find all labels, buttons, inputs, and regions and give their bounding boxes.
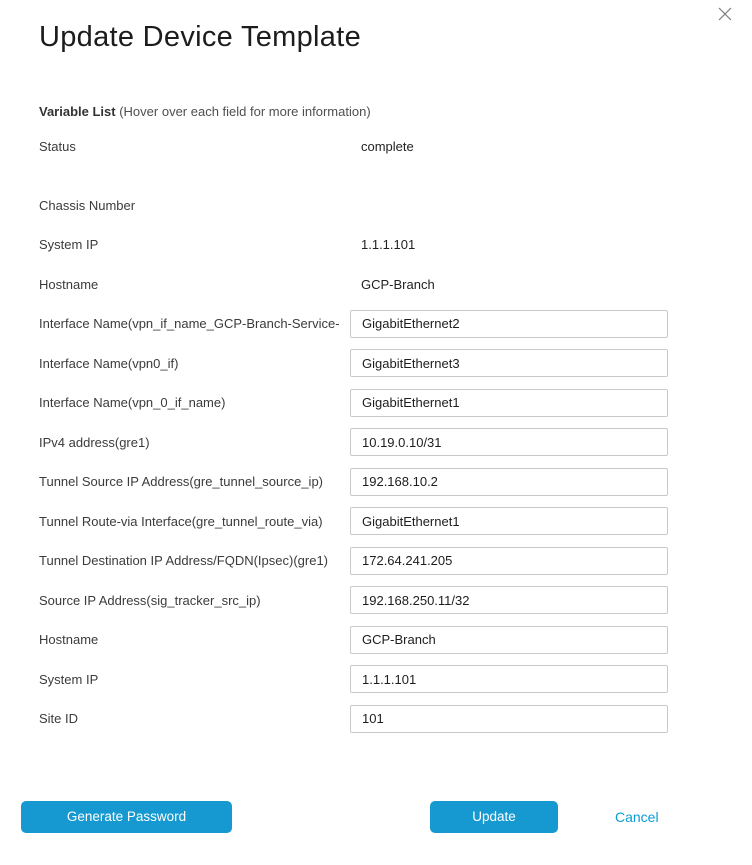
- field-label: Interface Name(vpn0_if): [39, 355, 179, 371]
- field-row-ipv4-address-gre1: [39, 423, 752, 463]
- field-value-static: 1.1.1.101: [361, 237, 416, 253]
- tunnel-destination-input[interactable]: [350, 547, 668, 575]
- field-label: Interface Name(vpn_if_name_GCP-Branch-Service-: [39, 316, 340, 332]
- field-label: Site ID: [39, 711, 79, 727]
- field-row-interface-name-service: [39, 304, 752, 344]
- site-id-input[interactable]: [350, 705, 668, 733]
- hostname-input[interactable]: [350, 626, 668, 654]
- field-row-site-id: [39, 699, 752, 739]
- field-value-static: GCP-Branch: [361, 276, 435, 292]
- field-row-interface-name-vpn0-if: [39, 344, 752, 384]
- field-row-chassis-number: [39, 186, 752, 226]
- dialog-footer: [0, 801, 752, 833]
- cancel-button[interactable]: Cancel: [615, 808, 659, 825]
- update-button[interactable]: Update: [430, 801, 558, 833]
- close-x-glyph: [718, 7, 732, 21]
- field-row-system-ip-static: [39, 225, 752, 265]
- interface-name-vpn0-if-input[interactable]: [350, 349, 668, 377]
- generate-password-button[interactable]: Generate Password: [21, 801, 232, 833]
- field-row-tunnel-destination: [39, 541, 752, 581]
- variable-rows: [39, 127, 752, 739]
- field-label: Chassis Number: [39, 197, 136, 213]
- page-title: Update Device Template: [39, 21, 362, 53]
- field-row-interface-name-vpn-0-if-name: [39, 383, 752, 423]
- field-label: IPv4 address(gre1): [39, 434, 150, 450]
- field-row-system-ip-input: [39, 660, 752, 700]
- field-label: Source IP Address(sig_tracker_src_ip): [39, 592, 261, 608]
- field-row-source-ip-sig-tracker: [39, 581, 752, 621]
- tunnel-route-via-input[interactable]: [350, 507, 668, 535]
- field-row-status: [39, 127, 752, 167]
- variable-list-hint: (Hover over each field for more information): [119, 104, 371, 119]
- field-row-tunnel-source-ip: [39, 462, 752, 502]
- row-spacer: [39, 167, 752, 186]
- field-label: Tunnel Destination IP Address/FQDN(Ipsec)(gre1): [39, 553, 329, 569]
- ipv4-address-gre1-input[interactable]: [350, 428, 668, 456]
- variable-list-header: [39, 104, 713, 120]
- field-value-static: complete: [361, 139, 414, 155]
- field-label: System IP: [39, 237, 99, 253]
- field-label: Hostname: [39, 276, 99, 292]
- system-ip-input[interactable]: [350, 665, 668, 693]
- field-label: Tunnel Source IP Address(gre_tunnel_source_ip): [39, 474, 324, 490]
- interface-name-service-input[interactable]: [350, 310, 668, 338]
- close-icon[interactable]: [716, 5, 734, 23]
- field-row-tunnel-route-via: [39, 502, 752, 542]
- variable-list-heading: Variable List: [39, 104, 116, 119]
- field-label: Hostname: [39, 632, 99, 648]
- field-label: System IP: [39, 671, 99, 687]
- field-row-hostname-static: [39, 265, 752, 305]
- interface-name-vpn-0-if-name-input[interactable]: [350, 389, 668, 417]
- field-row-hostname-input: [39, 620, 752, 660]
- field-label: Interface Name(vpn_0_if_name): [39, 395, 226, 411]
- field-label: Status: [39, 139, 76, 155]
- tunnel-source-ip-input[interactable]: [350, 468, 668, 496]
- source-ip-sig-tracker-input[interactable]: [350, 586, 668, 614]
- field-label: Tunnel Route-via Interface(gre_tunnel_route_via): [39, 513, 323, 529]
